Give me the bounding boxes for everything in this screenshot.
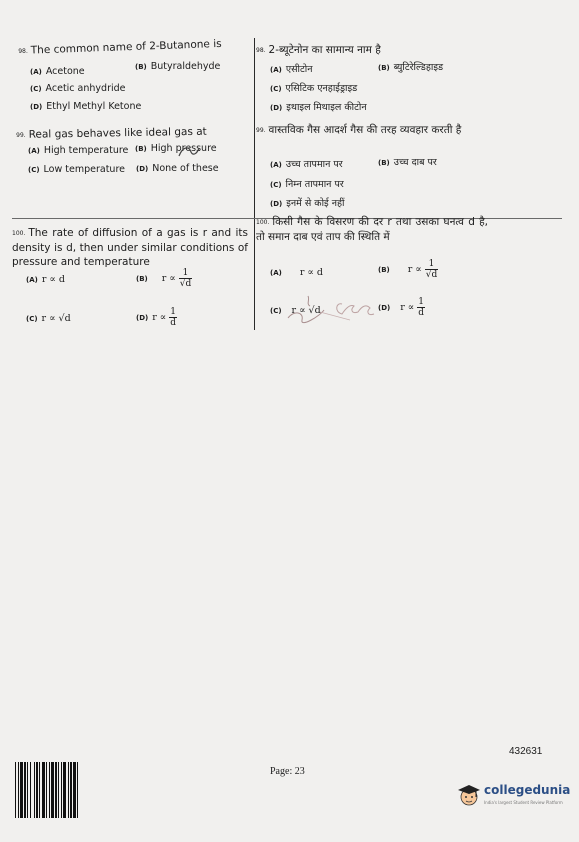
q100-hi-option-a (270, 267, 323, 278)
fraction-denominator: √d (179, 279, 192, 289)
option-text: Acetone (45, 66, 85, 77)
column-divider (254, 38, 255, 330)
logo-name: collegedunia (484, 783, 571, 797)
q99-en-option-c (28, 164, 125, 175)
collegedunia-logo (456, 780, 571, 814)
option-formula: r ∝ √d (291, 305, 321, 316)
q100-hi-number: 100. (256, 219, 270, 226)
option-text: इथाइल मिथाइल कीटोन (286, 102, 367, 113)
fraction-denominator: d (170, 318, 177, 328)
q99-hi-option-a (270, 157, 343, 170)
fraction-numerator: 1 (428, 259, 435, 269)
option-label: (C) (26, 315, 38, 323)
q99-en-stem-text: Real gas behaves like ideal gas at (28, 125, 207, 141)
option-label: (A) (30, 68, 42, 76)
option-text: एसीटोन (285, 64, 313, 75)
option-label: (D) (136, 165, 149, 173)
q100-en-option-a (26, 274, 65, 285)
q100-hi-stem (256, 215, 488, 244)
q98-hi-stem (256, 43, 381, 58)
option-fraction (417, 297, 425, 318)
option-text: High temperature (43, 145, 129, 156)
q99-hi-option-d (270, 196, 345, 209)
option-text: Ethyl Methyl Ketone (46, 101, 142, 112)
option-formula-prefix: r ∝ (400, 302, 415, 313)
option-text: निम्न तापमान पर (285, 179, 344, 190)
barcode (14, 762, 108, 820)
fraction-numerator: 1 (418, 297, 424, 307)
option-label: (B) (378, 159, 390, 167)
graduate-cap-icon (456, 782, 482, 808)
q98-hi-option-c (270, 81, 357, 94)
q98-hi-number: 98. (256, 47, 266, 54)
q99-en-stem (16, 125, 207, 143)
q100-en-number: 100. (12, 230, 26, 237)
option-label: (B) (135, 63, 147, 71)
q98-en-option-a (30, 66, 85, 77)
option-label: (C) (270, 181, 282, 189)
option-fraction (169, 307, 177, 328)
q99-en-option-b (135, 143, 217, 154)
q98-en-option-c (30, 83, 126, 94)
option-fraction (425, 259, 439, 280)
option-label: (C) (30, 85, 42, 93)
option-text: एसिटिक एनहाईड्राइड (285, 83, 358, 94)
q100-hi-option-c (270, 305, 321, 316)
q98-en-option-d (30, 101, 141, 112)
option-text: High pressure (150, 143, 217, 154)
q99-hi-stem (256, 123, 486, 138)
option-label: (A) (270, 269, 282, 277)
page-number: Page: 23 (270, 766, 305, 777)
q100-hi-option-b (378, 259, 438, 280)
q99-hi-option-b (378, 155, 437, 168)
option-label: (D) (30, 103, 43, 111)
option-label: (A) (28, 147, 40, 155)
q98-en-option-b (135, 61, 220, 72)
option-text: उच्च दाब पर (393, 157, 437, 168)
q98-en-stem (18, 37, 222, 59)
q98-hi-option-a (270, 62, 313, 75)
option-text: उच्च तापमान पर (285, 159, 343, 170)
option-text: ब्युटिरेल्डिहाइड (393, 62, 444, 73)
option-fraction (179, 268, 193, 289)
q100-en-option-c (26, 313, 71, 324)
option-text: इनमें से कोई नहीं (286, 198, 345, 209)
option-label: (D) (136, 314, 149, 322)
option-label: (B) (135, 145, 147, 153)
option-formula-prefix: r ∝ (152, 312, 167, 323)
option-label: (D) (270, 200, 283, 208)
option-label: (B) (378, 266, 390, 274)
q100-hi-stem-text: किसी गैस के विसरण की दर r तथा उसका घनत्व d है, तो समान दाब एवं ताप की स्थिति में (256, 216, 488, 243)
q100-en-stem (12, 226, 248, 269)
q98-hi-stem-text: 2-ब्यूटेनोन का सामान्य नाम है (268, 44, 381, 56)
q100-en-stem-text: The rate of diffusion of a gas is r and its density is d, then under similar conditions of pressure and temperature (12, 227, 248, 268)
q98-hi-option-b (378, 60, 443, 73)
q99-en-option-a (28, 145, 128, 156)
q99-hi-option-c (270, 177, 344, 190)
option-label: (D) (378, 304, 391, 312)
option-label: (C) (270, 85, 282, 93)
fraction-numerator: 1 (182, 268, 189, 278)
fraction-denominator: d (418, 308, 425, 318)
option-label: (A) (270, 66, 282, 74)
option-formula: r ∝ √d (41, 313, 71, 324)
q99-hi-stem-text: वास्तविक गैस आदर्श गैस की तरह व्यवहार करती है (268, 124, 462, 136)
q98-en-stem-text: The common name of 2-Butanone is (30, 37, 222, 57)
q98-en-number: 98. (18, 47, 28, 55)
fraction-denominator: √d (425, 270, 438, 280)
q100-en-option-b (136, 268, 192, 289)
option-text: None of these (152, 163, 219, 174)
option-text: Low temperature (43, 164, 125, 175)
option-label: (A) (270, 161, 282, 169)
option-label: (D) (270, 104, 283, 112)
fraction-numerator: 1 (170, 307, 176, 317)
option-label: (B) (378, 64, 390, 72)
paper-code: 432631 (509, 746, 543, 757)
option-text: Butyraldehyde (150, 61, 221, 72)
option-formula: r ∝ d (41, 274, 65, 285)
option-label: (A) (26, 276, 38, 284)
option-label: (C) (28, 166, 40, 174)
q99-hi-number: 99. (256, 127, 266, 134)
q99-en-number: 99. (16, 131, 26, 139)
option-formula: r ∝ d (299, 267, 323, 278)
q99-en-option-d (136, 163, 219, 174)
option-formula-prefix: r ∝ (161, 273, 176, 284)
option-formula-prefix: r ∝ (407, 264, 422, 275)
q100-en-option-d (136, 307, 177, 328)
q100-hi-option-d (378, 297, 425, 318)
option-label: (B) (136, 275, 148, 283)
option-text: Acetic anhydride (45, 83, 126, 94)
option-label: (C) (270, 307, 282, 315)
logo-tagline: India's largest Student Review Platform (484, 800, 563, 805)
q98-hi-option-d (270, 100, 367, 113)
